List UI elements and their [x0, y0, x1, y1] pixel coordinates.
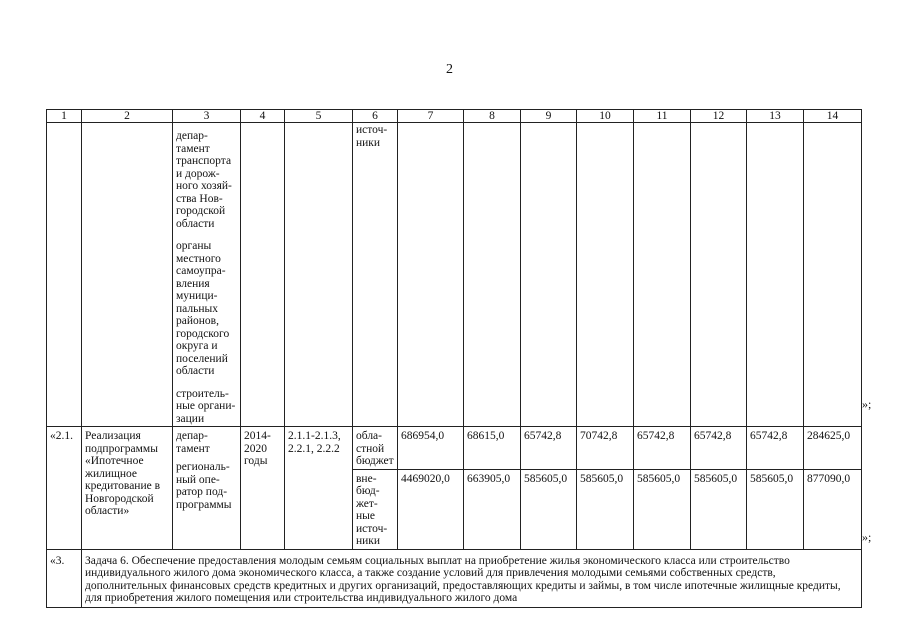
header-cell: 5: [285, 110, 353, 123]
value-cell: 585605,0: [521, 469, 577, 549]
measure-name: Реализация подпрограммы «Ипотечное жилищное кредитование в Новгородской области»: [82, 427, 173, 550]
value-cell: 284625,0: [804, 427, 862, 470]
header-cell: 4: [241, 110, 285, 123]
empty-cell: [521, 123, 577, 427]
executors: [173, 427, 241, 550]
header-cell: 3: [173, 110, 241, 123]
value-cell: 877090,0: [804, 469, 862, 549]
value-cell: 68615,0: [464, 427, 521, 470]
period: 2014- 2020 годы: [241, 427, 285, 550]
empty-cell: [634, 123, 691, 427]
value-cell: 663905,0: [464, 469, 521, 549]
empty-cell: [804, 123, 862, 427]
header-cell: 1: [47, 110, 82, 123]
empty-cell: [285, 123, 353, 427]
empty-cell: [82, 123, 173, 427]
value-cell: 585605,0: [634, 469, 691, 549]
executor-transport-dept: депар- тамент транспорта и дорож- ного хозяй- ства Нов- городской области: [176, 130, 232, 230]
source-continued: источ- ники: [353, 123, 398, 427]
empty-cell: [577, 123, 634, 427]
source-label: вне- бюд- жет- ные источ- ники: [353, 469, 398, 549]
empty-cell: [691, 123, 747, 427]
executors-continued: [173, 123, 241, 427]
header-cell: 2: [82, 110, 173, 123]
value-cell: 686954,0: [398, 427, 464, 470]
target-indicators: 2.1.1-2.1.3, 2.2.1, 2.2.2: [285, 427, 353, 550]
executor-local-government: органы местного самоупра- вления муници- пальных районов, городского округа и поселений области: [176, 240, 230, 377]
empty-cell: [747, 123, 804, 427]
value-cell: 65742,8: [521, 427, 577, 470]
page-number: 2: [446, 62, 453, 77]
executor-department: депар- тамент: [176, 430, 210, 455]
value-cell: 585605,0: [577, 469, 634, 549]
empty-cell: [464, 123, 521, 427]
header-cell: 10: [577, 110, 634, 123]
program-table: [46, 109, 862, 608]
row-number: «3.: [47, 549, 82, 607]
value-cell: 65742,8: [634, 427, 691, 470]
header-cell: 9: [521, 110, 577, 123]
closing-mark: »;: [862, 397, 872, 411]
row-3: [47, 549, 862, 607]
value-cell: 70742,8: [577, 427, 634, 470]
value-cell: 65742,8: [691, 427, 747, 470]
executor-construction-orgs: строитель- ные органи- зации: [176, 387, 236, 425]
task-6-text: Задача 6. Обеспечение предоставления молодым семьям социальных выплат на приобретение жилья экономического класса или строительство индивидуального жилого дома экономического класса, а также создание условий для привлечения молодыми семьями собственных средств, дополнительных финансовых средств кредитных и других организаций, предоставляющих кредиты и займы, в том числе ипотечные жилищные кредиты, для приобретения жилого помещения или строительства индивидуального жилого дома: [82, 549, 862, 607]
value-cell: 585605,0: [747, 469, 804, 549]
empty-cell: [241, 123, 285, 427]
header-cell: 8: [464, 110, 521, 123]
header-cell: 11: [634, 110, 691, 123]
executor-regional-operator: региональ- ный опе- ратор под- программы: [176, 461, 232, 511]
header-cell: 7: [398, 110, 464, 123]
source-label: обла- стной бюджет: [353, 427, 398, 470]
row-number: «2.1.: [47, 427, 82, 550]
header-cell: 6: [353, 110, 398, 123]
row-2-1-budget: [47, 427, 862, 470]
header-cell: 12: [691, 110, 747, 123]
header-cell: 13: [747, 110, 804, 123]
value-cell: 4469020,0: [398, 469, 464, 549]
value-cell: 65742,8: [747, 427, 804, 470]
empty-cell: [47, 123, 82, 427]
header-row: [47, 110, 862, 123]
value-cell: 585605,0: [691, 469, 747, 549]
empty-cell: [398, 123, 464, 427]
continuation-row: [47, 123, 862, 427]
header-cell: 14: [804, 110, 862, 123]
closing-mark: »;: [862, 530, 872, 544]
